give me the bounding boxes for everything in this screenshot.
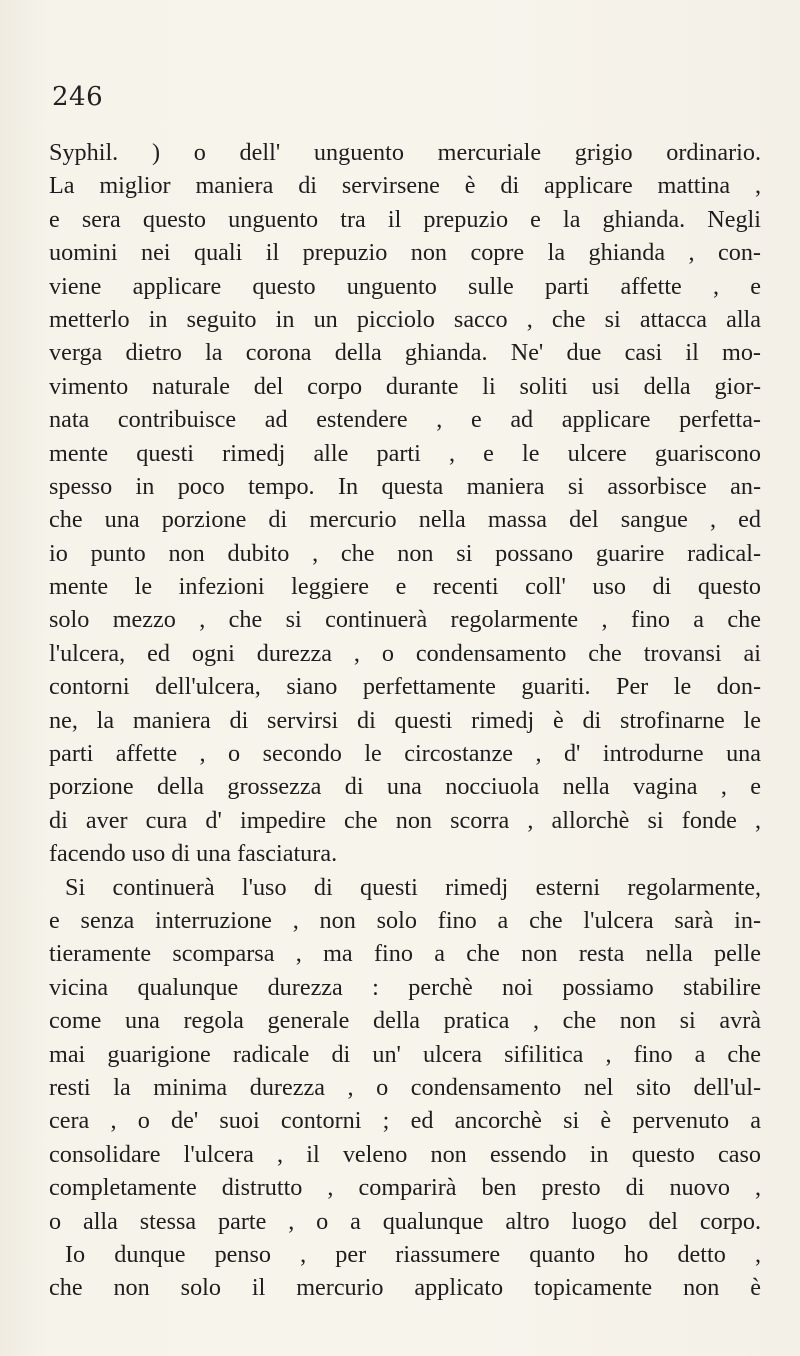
text-line: viene applicare questo unguento sulle parti affette , e — [49, 272, 761, 300]
text-line: mente le infezioni leggiere e recenti coll' uso di questo — [49, 573, 761, 601]
text-line: di aver cura d' impedire che non scorra , allorchè si fonde , — [49, 806, 761, 834]
text-line: Syphil. ) o dell' unguento mercuriale grigio ordinario. — [49, 139, 761, 166]
text-line: completamente distrutto , comparirà ben presto di nuovo , — [49, 1174, 761, 1202]
text-line: che una porzione di mercurio nella massa del sangue , ed — [49, 506, 761, 534]
text-line: uomini nei quali il prepuzio non copre la ghianda , con- — [49, 239, 761, 267]
text-line: consolidare l'ulcera , il veleno non essendo in questo caso — [49, 1140, 761, 1168]
text-line: parti affette , o secondo le circostanze , d' introdurne una — [49, 740, 761, 768]
text-line: mente questi rimedj alle parti , e le ulcere guariscono — [49, 439, 761, 467]
page-number: 246 — [52, 82, 104, 112]
text-line: porzione della grossezza di una nocciuola nella vagina , e — [49, 773, 761, 801]
text-line: solo mezzo , che si continuerà regolarmente , fino a che — [49, 606, 761, 634]
text-line: spesso in poco tempo. In questa maniera si assorbisce an- — [49, 472, 761, 500]
text-line: La miglior maniera di servirsene è di applicare mattina , — [49, 172, 761, 200]
text-line: vimento naturale del corpo durante li soliti usi della gior- — [49, 372, 761, 400]
paragraph-end-line: facendo uso di una fasciatura. — [49, 840, 338, 868]
text-line: vicina qualunque durezza : perchè noi possiamo stabilire — [49, 973, 761, 1001]
text-line: metterlo in seguito in un picciolo sacco , che si attacca alla — [49, 305, 761, 333]
text-line: resti la minima durezza , o condensamento nel sito dell'ul- — [49, 1073, 761, 1101]
text-line: e senza interruzione , non solo fino a che l'ulcera sarà in- — [49, 906, 761, 934]
paragraph-start-line: Io dunque penso , per riassumere quanto ho detto , — [65, 1240, 761, 1268]
paragraph-start-line: Si continuerà l'uso di questi rimedj esterni regolarmente, — [65, 873, 761, 901]
text-line: come una regola generale della pratica , che non si avrà — [49, 1007, 761, 1035]
text-line: io punto non dubito , che non si possano guarire radical- — [49, 539, 761, 567]
text-line: mai guarigione radicale di un' ulcera sifilitica , fino a che — [49, 1040, 761, 1068]
text-line: ne, la maniera di servirsi di questi rimedj è di strofinarne le — [49, 706, 761, 734]
text-line: l'ulcera, ed ogni durezza , o condensamento che trovansi ai — [49, 639, 761, 667]
text-line: cera , o de' suoi contorni ; ed ancorchè si è pervenuto a — [49, 1107, 761, 1135]
text-line: verga dietro la corona della ghianda. Ne' due casi il mo- — [49, 339, 761, 367]
text-line: che non solo il mercurio applicato topicamente non è — [49, 1274, 761, 1302]
text-line: tieramente scomparsa , ma fino a che non resta nella pelle — [49, 940, 761, 968]
body-text — [49, 136, 761, 1305]
text-line: e sera questo unguento tra il prepuzio e la ghianda. Negli — [49, 205, 761, 233]
text-line: nata contribuisce ad estendere , e ad applicare perfetta- — [49, 406, 761, 434]
text-line: contorni dell'ulcera, siano perfettamente guariti. Per le don- — [49, 673, 761, 701]
text-line: o alla stessa parte , o a qualunque altro luogo del corpo. — [49, 1207, 761, 1235]
